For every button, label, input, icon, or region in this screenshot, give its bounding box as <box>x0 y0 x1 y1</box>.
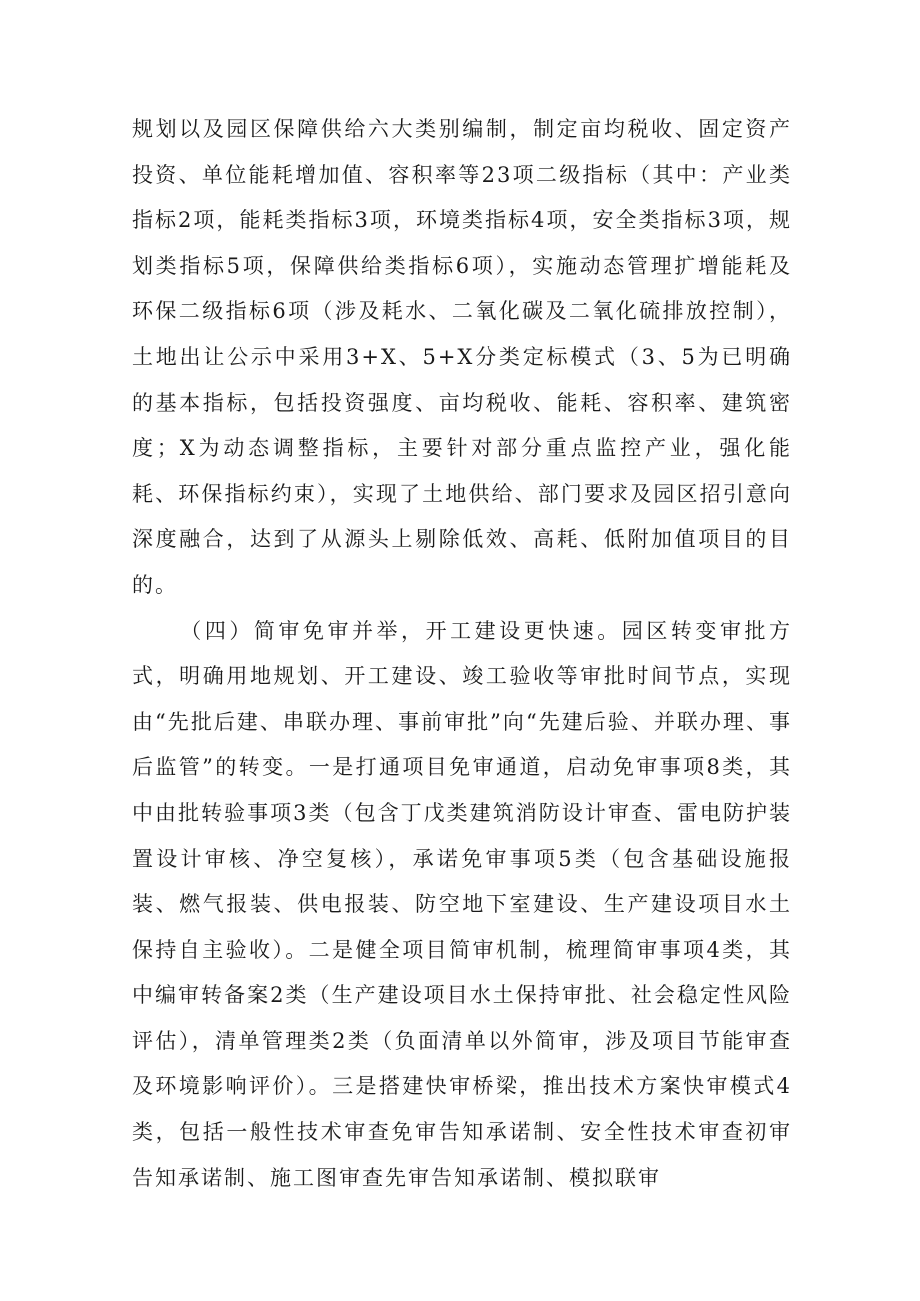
document-body <box>132 107 792 1201</box>
paragraph-land-indicators: 规划以及园区保障供给六大类别编制，制定亩均税收、固定资产投资、单位能耗增加值、容积率等23项二级指标（其中：产业类指标2项，能耗类指标3项，环境类指标4项，安全类指标3项，规划类指标5项，保障供给类指标6项），实施动态管理扩增能耗及环保二级指标6项（涉及耗水、二氧化碳及二氧化硫排放控制），土地出让公示中采用3+X、5+X分类定标模式（3、5为已明确的基本指标，包括投资强度、亩均税收、能耗、容积率、建筑密度；X为动态调整指标，主要针对部分重点监控产业，强化能耗、环保指标约束），实现了土地供给、部门要求及园区招引意向深度融合，达到了从源头上剔除低效、高耗、低附加值项目的目的。 <box>132 117 792 597</box>
paragraph-approval-reform: （四）简审免审并举，开工建设更快速。园区转变审批方式，明确用地规划、开工建设、竣工验收等审批时间节点，实现由“先批后建、串联办理、事前审批”向“先建后验、并联办理、事后监管”的转变。一是打通项目免审通道，启动免审事项8类，其中由批转验事项3类（包含丁戊类建筑消防设计审查、雷电防护装置设计审核、净空复核），承诺免审事项5类（包含基础设施报装、燃气报装、供电报装、防空地下室建设、生产建设项目水土保持自主验收）。二是健全项目简审机制，梳理简审事项4类，其中编审转备案2类（生产建设项目水土保持审批、社会稳定性风险评估），清单管理类2类（负面清单以外简审，涉及项目节能审查及环境影响评价）。三是搭建快审桥梁，推出技术方案快审模式4类，包括一般性技术审查免审告知承诺制、安全性技术审查初审告知承诺制、施工图审查先审告知承诺制、模拟联审 <box>132 618 792 1190</box>
